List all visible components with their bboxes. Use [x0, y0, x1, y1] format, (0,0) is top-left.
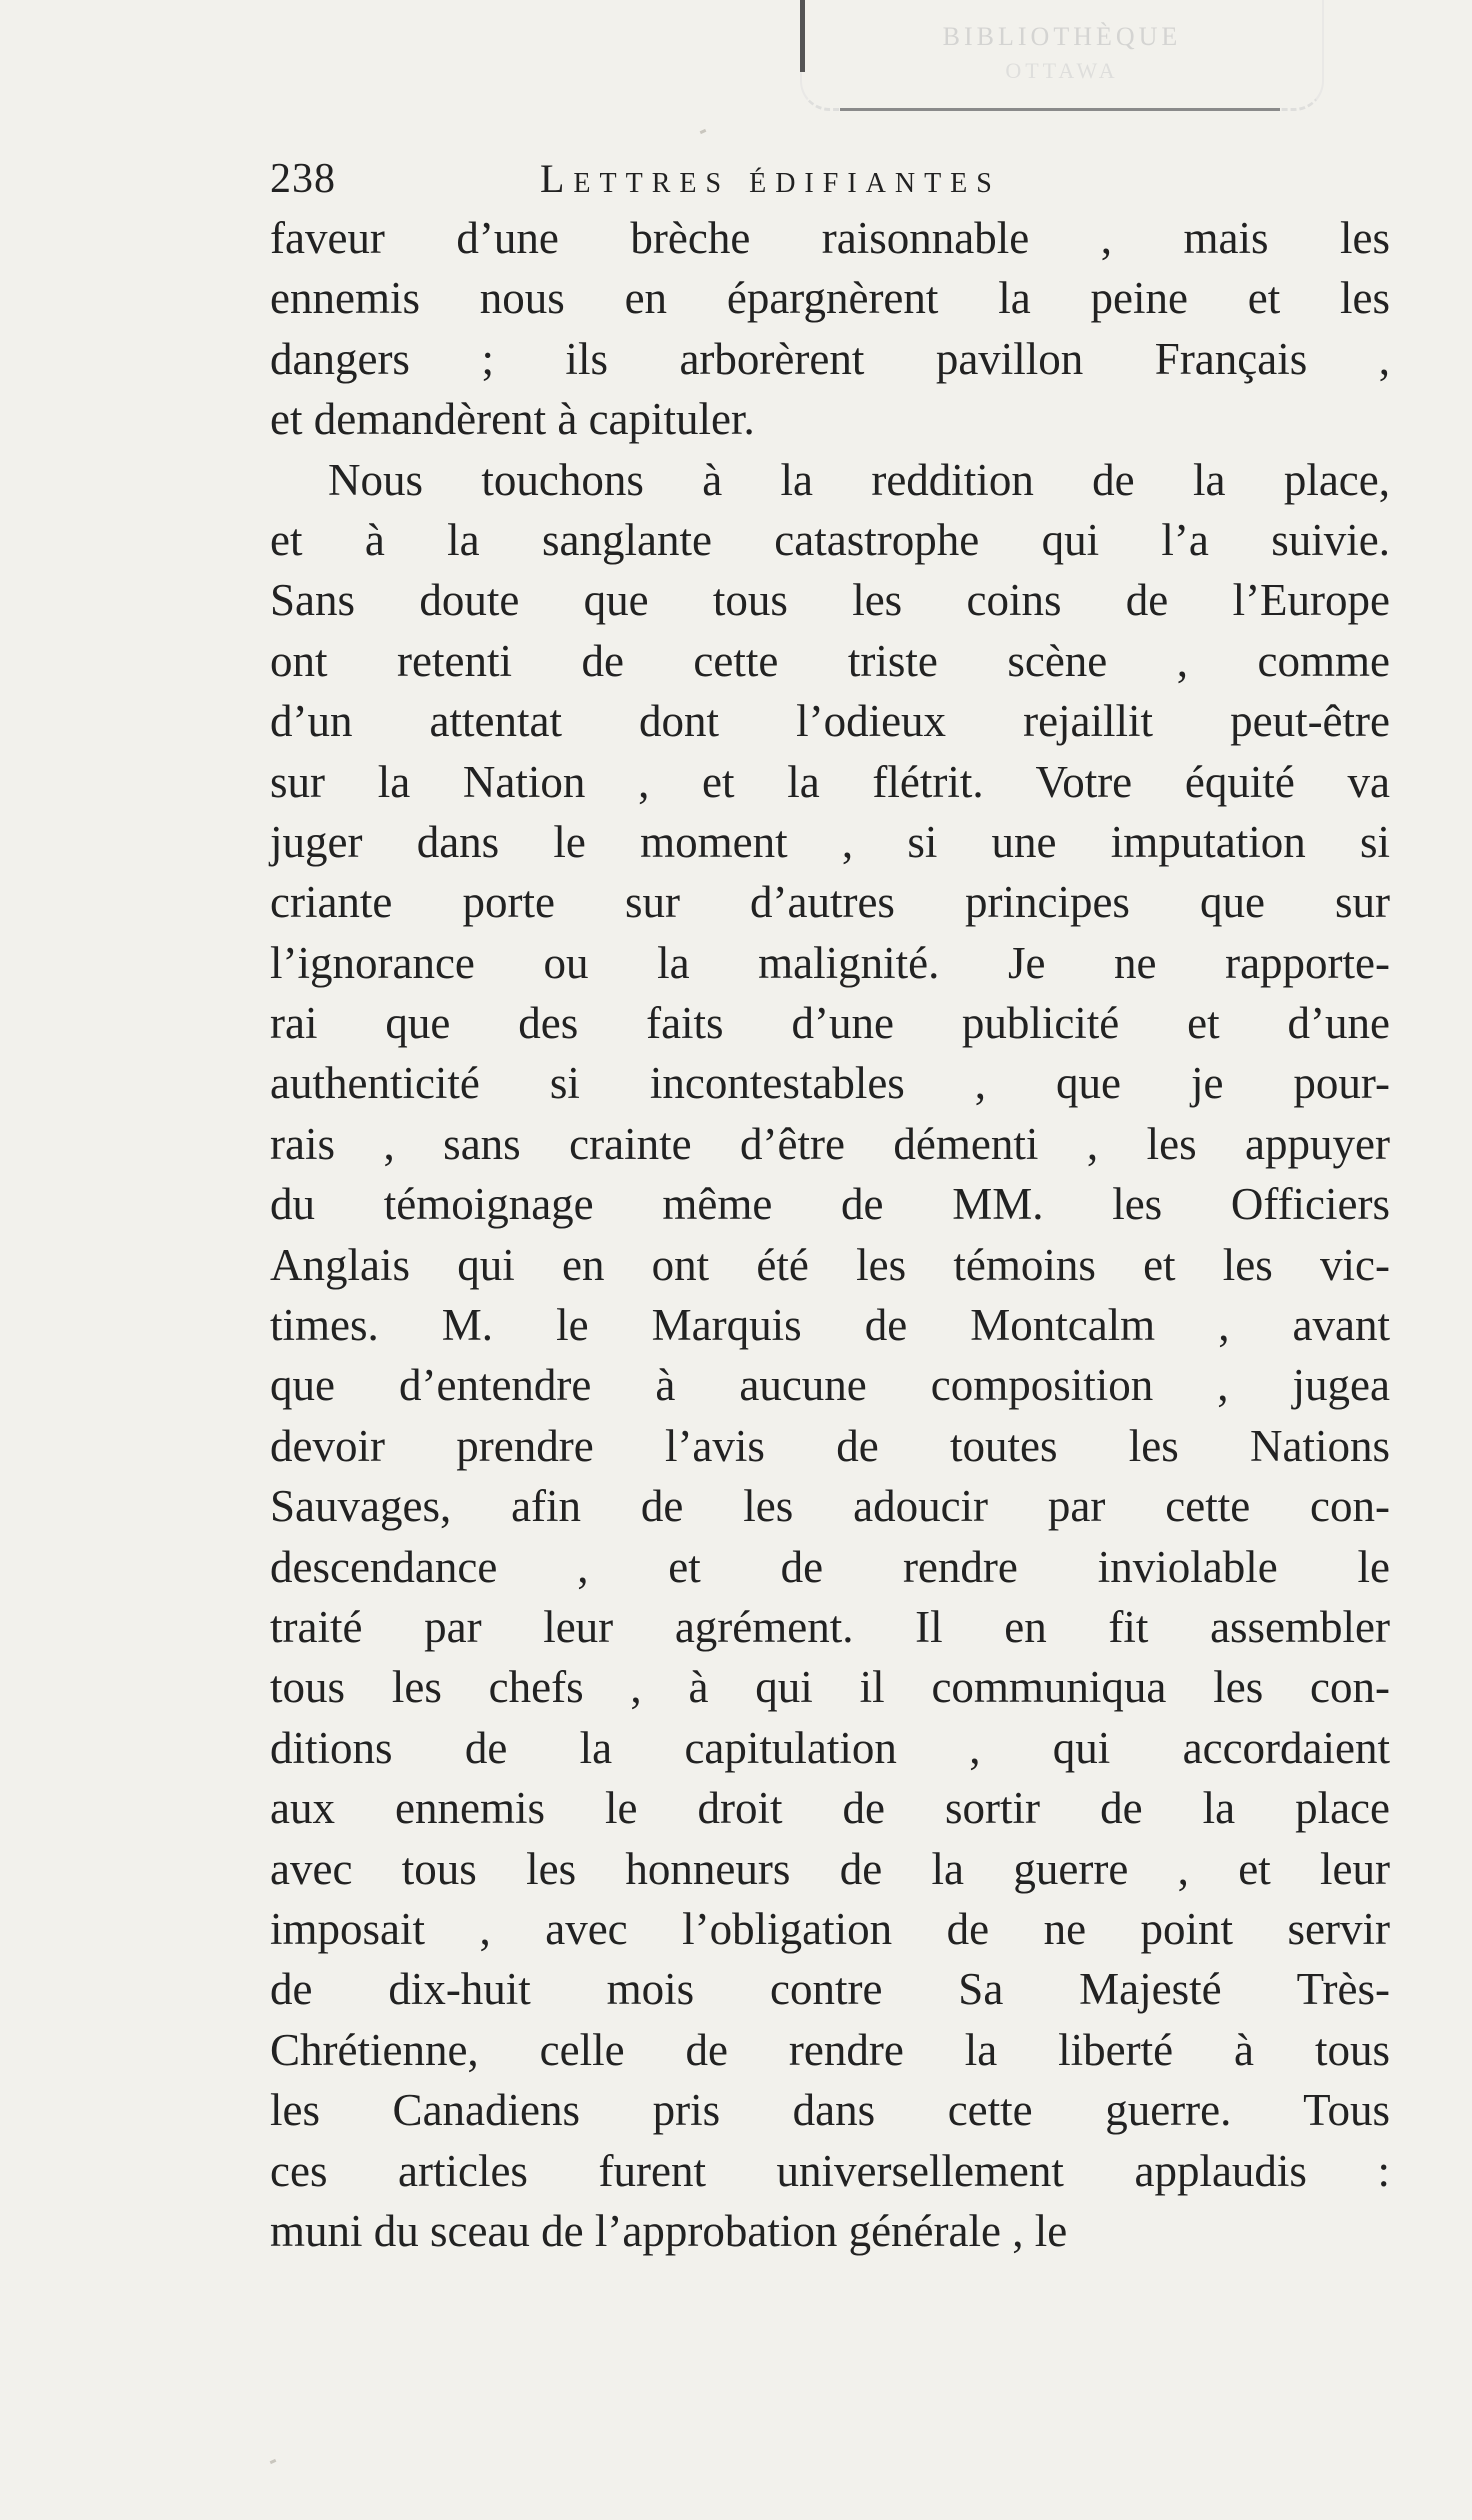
text-line: avec tous les honneurs de la guerre , et leur: [270, 1843, 1390, 1894]
text-line: sur la Nation , et la flétrit. Votre équité va: [270, 756, 1390, 807]
text-line: Nous touchons à la reddition de la place,: [328, 454, 1390, 505]
paper-speck: [270, 2459, 277, 2464]
page-header: [270, 153, 1400, 213]
text-line: d’un attentat dont l’odieux rejaillit peut-être: [270, 696, 1390, 747]
text-line: faveur d’une brèche raisonnable , mais les: [270, 213, 1390, 263]
text-line: Sauvages, afin de les adoucir par cette con-: [270, 1481, 1390, 1532]
text-line: l’ignorance ou la malignité. Je ne rapporte-: [270, 937, 1390, 988]
text-line: ont retenti de cette triste scène , comme: [270, 635, 1390, 686]
text-line: de dix-huit mois contre Sa Majesté Très-: [270, 1964, 1390, 2015]
text-line: et à la sanglante catastrophe qui l’a suivie.: [270, 514, 1390, 565]
page-number: 238: [270, 156, 336, 202]
text-line: ennemis nous en épargnèrent la peine et les: [270, 273, 1390, 324]
text-line: les Canadiens pris dans cette guerre. Tous: [270, 2085, 1390, 2136]
text-line: traité par leur agrément. Il en fit assembler: [270, 1601, 1390, 1652]
running-head: Lettres édifiantes: [540, 156, 1001, 201]
text-line: criante porte sur d’autres principes que sur: [270, 877, 1390, 928]
text-line: juger dans le moment , si une imputation si: [270, 816, 1390, 867]
text-line: Chrétienne, celle de rendre la liberté à tous: [270, 2024, 1390, 2075]
paper-speck: [700, 129, 707, 134]
text-line: aux ennemis le droit de sortir de la place: [270, 1783, 1390, 1834]
text-line: du témoignage même de MM. les Officiers: [270, 1179, 1390, 1230]
text-line: authenticité si incontestables , que je pour-: [270, 1058, 1390, 1109]
text-line: rai que des faits d’une publicité et d’une: [270, 998, 1390, 1049]
text-line: Anglais qui en ont été les témoins et les vic-: [270, 1239, 1390, 1290]
text-line: dangers ; ils arborèrent pavillon Français ,: [270, 333, 1390, 384]
text-line: times. M. le Marquis de Montcalm , avant: [270, 1300, 1390, 1351]
stamp-text-line-1: BIBLIOTHÈQUE: [942, 22, 1182, 51]
text-line: ditions de la capitulation , qui accordaient: [270, 1722, 1390, 1773]
text-line: tous les chefs , à qui il communiqua les con-: [270, 1662, 1390, 1713]
text-line: que d’entendre à aucune composition , jugea: [270, 1360, 1390, 1411]
library-stamp: [800, 0, 1324, 111]
body-text: [270, 208, 1390, 2261]
margin-mark: [800, 0, 805, 72]
text-line: ces articles furent universellement applaudis :: [270, 2145, 1390, 2196]
text-line: imposait , avec l’obligation de ne point servir: [270, 1903, 1390, 1954]
stamp-text-line-2: OTTAWA: [1005, 58, 1119, 83]
stamp-rule: [840, 108, 1280, 111]
text-line: et demandèrent à capituler.: [270, 394, 755, 445]
text-line: descendance , et de rendre inviolable le: [270, 1541, 1390, 1592]
text-line: Sans doute que tous les coins de l’Europe: [270, 575, 1390, 626]
text-line: muni du sceau de l’approbation générale , le: [270, 2205, 1068, 2256]
text-line: devoir prendre l’avis de toutes les Nations: [270, 1420, 1390, 1471]
text-line: rais , sans crainte d’être démenti , les appuyer: [270, 1118, 1390, 1169]
